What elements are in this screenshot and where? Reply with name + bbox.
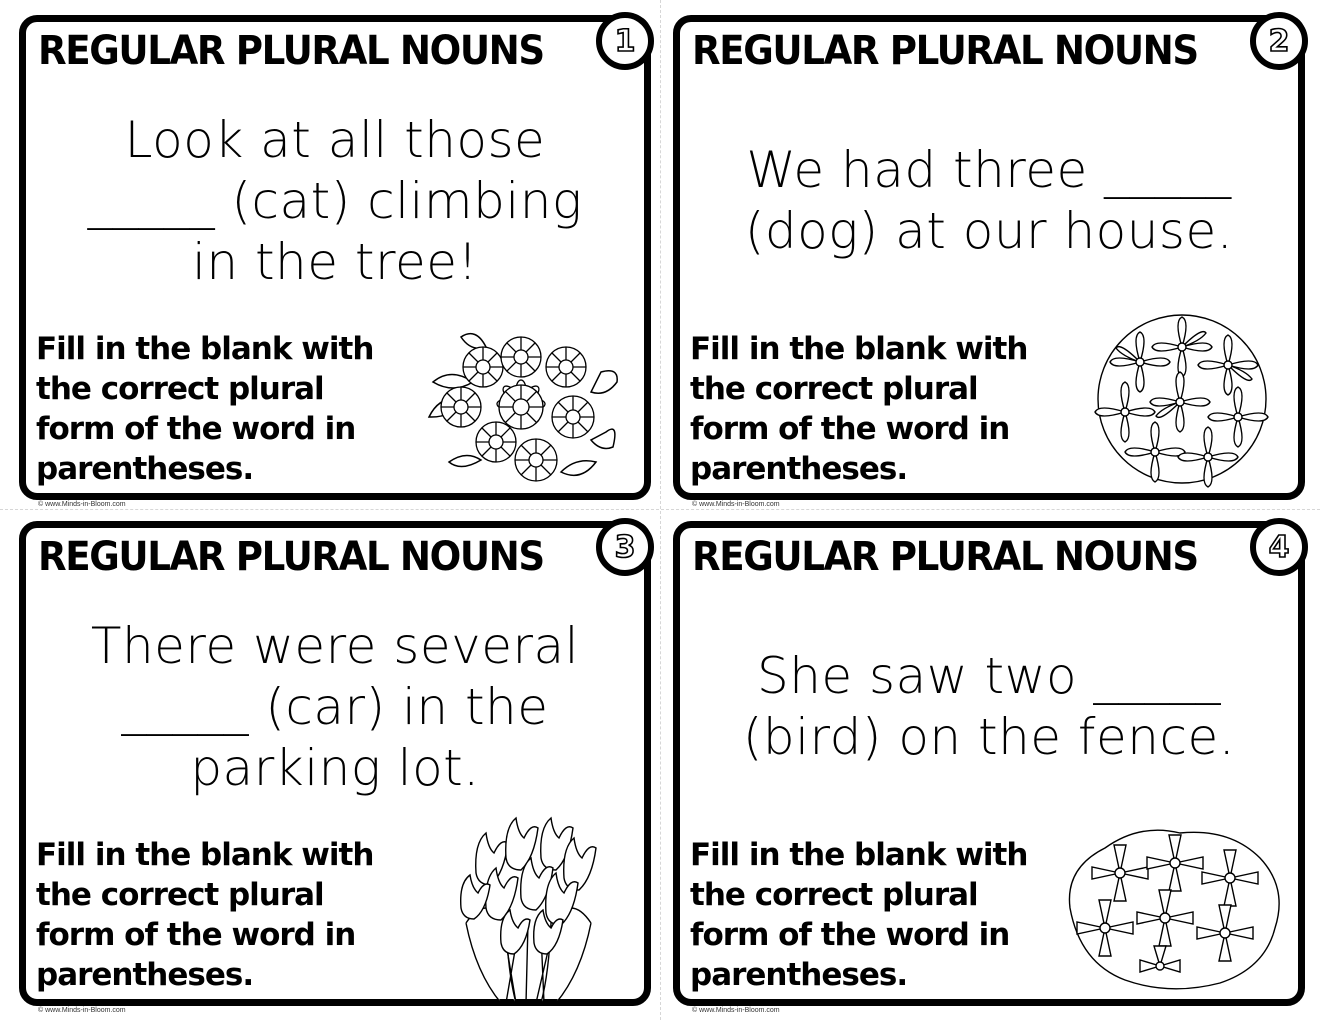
task-card-3	[19, 521, 651, 1014]
task-card-2	[673, 15, 1305, 508]
sentence-line: There were several	[90, 617, 580, 675]
card-title: REGULAR PLURAL NOUNS	[38, 28, 544, 74]
card-number-badge	[1250, 518, 1308, 576]
instruction-line: parentheses.	[690, 451, 908, 487]
copyright-credit: © www.Minds-in-Bloom.com	[38, 501, 126, 508]
sentence-line: She saw two _____	[756, 647, 1222, 705]
copyright-credit: © www.Minds-in-Bloom.com	[692, 501, 780, 508]
instruction-line: Fill in the blank with	[36, 837, 374, 873]
instruction-line: Fill in the blank with	[36, 331, 374, 367]
card-number-badge	[596, 518, 654, 576]
copyright-credit: © www.Minds-in-Bloom.com	[692, 1007, 780, 1014]
card-title: REGULAR PLURAL NOUNS	[38, 534, 544, 580]
instruction-line: the correct plural	[690, 877, 978, 913]
instruction-line: Fill in the blank with	[690, 837, 1028, 873]
instruction-line: parentheses.	[690, 957, 908, 993]
card-instruction	[36, 329, 416, 489]
card-instruction	[690, 329, 1070, 489]
card-sentence	[694, 646, 1284, 768]
flower-cluster-icon	[1080, 307, 1285, 492]
instruction-line: Fill in the blank with	[690, 331, 1028, 367]
card-number-badge	[596, 12, 654, 70]
card-instruction	[690, 835, 1070, 995]
instruction-line: the correct plural	[36, 877, 324, 913]
instruction-line: parentheses.	[36, 957, 254, 993]
sentence-line: _____ (car) in the	[121, 678, 549, 736]
card-number: 2	[1268, 23, 1290, 59]
task-card-1	[19, 15, 651, 508]
card-number: 1	[614, 23, 636, 59]
cut-line-vertical	[660, 0, 661, 1020]
task-card-4	[673, 521, 1305, 1014]
card-number: 3	[614, 529, 636, 565]
sentence-line: parking lot.	[190, 739, 480, 797]
card-instruction	[36, 835, 416, 995]
sentence-line: Look at all those	[124, 111, 546, 169]
copyright-credit: © www.Minds-in-Bloom.com	[38, 1007, 126, 1014]
instruction-line: form of the word in	[690, 917, 1010, 953]
sentence-line: (dog) at our house.	[744, 202, 1234, 260]
sentence-line: We had three _____	[746, 141, 1232, 199]
card-number-badge	[1250, 12, 1308, 70]
sentence-line: (bird) on the fence.	[742, 708, 1236, 766]
instruction-line: form of the word in	[36, 917, 356, 953]
daisy-bouquet-icon	[421, 322, 621, 497]
instruction-line: parentheses.	[36, 451, 254, 487]
card-number: 4	[1268, 529, 1290, 565]
tulip-bunch-icon	[446, 813, 611, 1008]
instruction-line: form of the word in	[690, 411, 1010, 447]
sentence-line: _____ (cat) climbing	[87, 172, 583, 230]
instruction-line: the correct plural	[36, 371, 324, 407]
card-title: REGULAR PLURAL NOUNS	[692, 28, 1198, 74]
instruction-line: the correct plural	[690, 371, 978, 407]
card-sentence	[40, 110, 630, 293]
sentence-line: in the tree!	[191, 233, 479, 291]
instruction-line: form of the word in	[36, 411, 356, 447]
poinsettia-cluster-icon	[1060, 818, 1290, 993]
card-title: REGULAR PLURAL NOUNS	[692, 534, 1198, 580]
card-sentence	[40, 616, 630, 799]
card-sentence	[694, 140, 1284, 262]
